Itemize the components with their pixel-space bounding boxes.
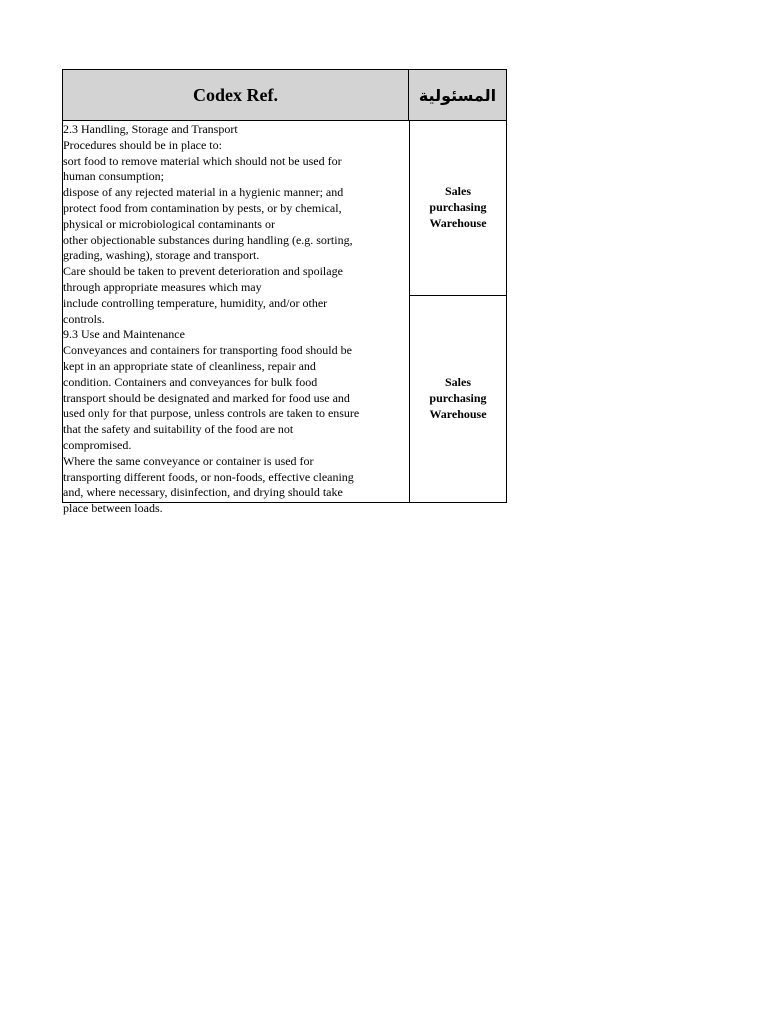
text-line: Where the same conveyance or container is used for (63, 453, 314, 468)
text-line: Care should be taken to prevent deterioration and spoilage (63, 264, 343, 279)
text-line: sort food to remove material which should not be used for (63, 153, 342, 168)
responsibility-line: purchasing (429, 391, 487, 405)
text-line: compromised. (63, 437, 132, 452)
text-line: condition. Containers and conveyances for bulk food (63, 374, 318, 389)
text-line: transporting different foods, or non-foods, effective cleaning (63, 469, 354, 484)
text-line: 2.3 Handling, Storage and Transport (63, 122, 238, 136)
codex-text (63, 122, 413, 517)
row-divider (409, 295, 506, 296)
text-line: Procedures should be in place to: (63, 137, 222, 152)
responsibility-line: Sales (444, 184, 471, 198)
responsibility-line: Warehouse (429, 216, 487, 230)
responsibility-line: Sales (444, 375, 471, 389)
text-line: human consumption; (63, 169, 164, 184)
responsibility-cell-1 (410, 183, 506, 231)
responsibility-line: purchasing (429, 200, 487, 214)
text-line: controls. (63, 311, 105, 326)
text-line: and, where necessary, disinfection, and drying should take (63, 485, 343, 500)
text-line: transport should be designated and marked for food use and (63, 390, 350, 405)
responsibility-cell-2 (410, 374, 506, 422)
text-line: other objectionable substances during handling (e.g. sorting, (63, 232, 353, 247)
header-codex-ref: Codex Ref. (63, 70, 409, 120)
text-line: include controlling temperature, humidity, and/or other (63, 295, 328, 310)
header-responsibility: المسئولية (418, 85, 497, 105)
text-line: Conveyances and containers for transporting food should be (63, 343, 352, 358)
text-line: through appropriate measures which may (63, 279, 262, 294)
text-line: 9.3 Use and Maintenance (63, 327, 185, 342)
text-line: kept in an appropriate state of cleanliness, repair and (63, 358, 316, 373)
text-line: grading, washing), storage and transport. (63, 248, 260, 263)
table-header (62, 69, 507, 121)
text-line: dispose of any rejected material in a hygienic manner; and (63, 185, 344, 200)
text-line: place between loads. (63, 501, 163, 516)
text-line: protect food from contamination by pests, or by chemical, (63, 200, 342, 215)
text-line: that the safety and suitability of the food are not (63, 422, 294, 437)
responsibility-line: Warehouse (429, 407, 487, 421)
text-line: used only for that purpose, unless controls are taken to ensure (63, 406, 360, 421)
text-line: physical or microbiological contaminants or (63, 216, 275, 231)
